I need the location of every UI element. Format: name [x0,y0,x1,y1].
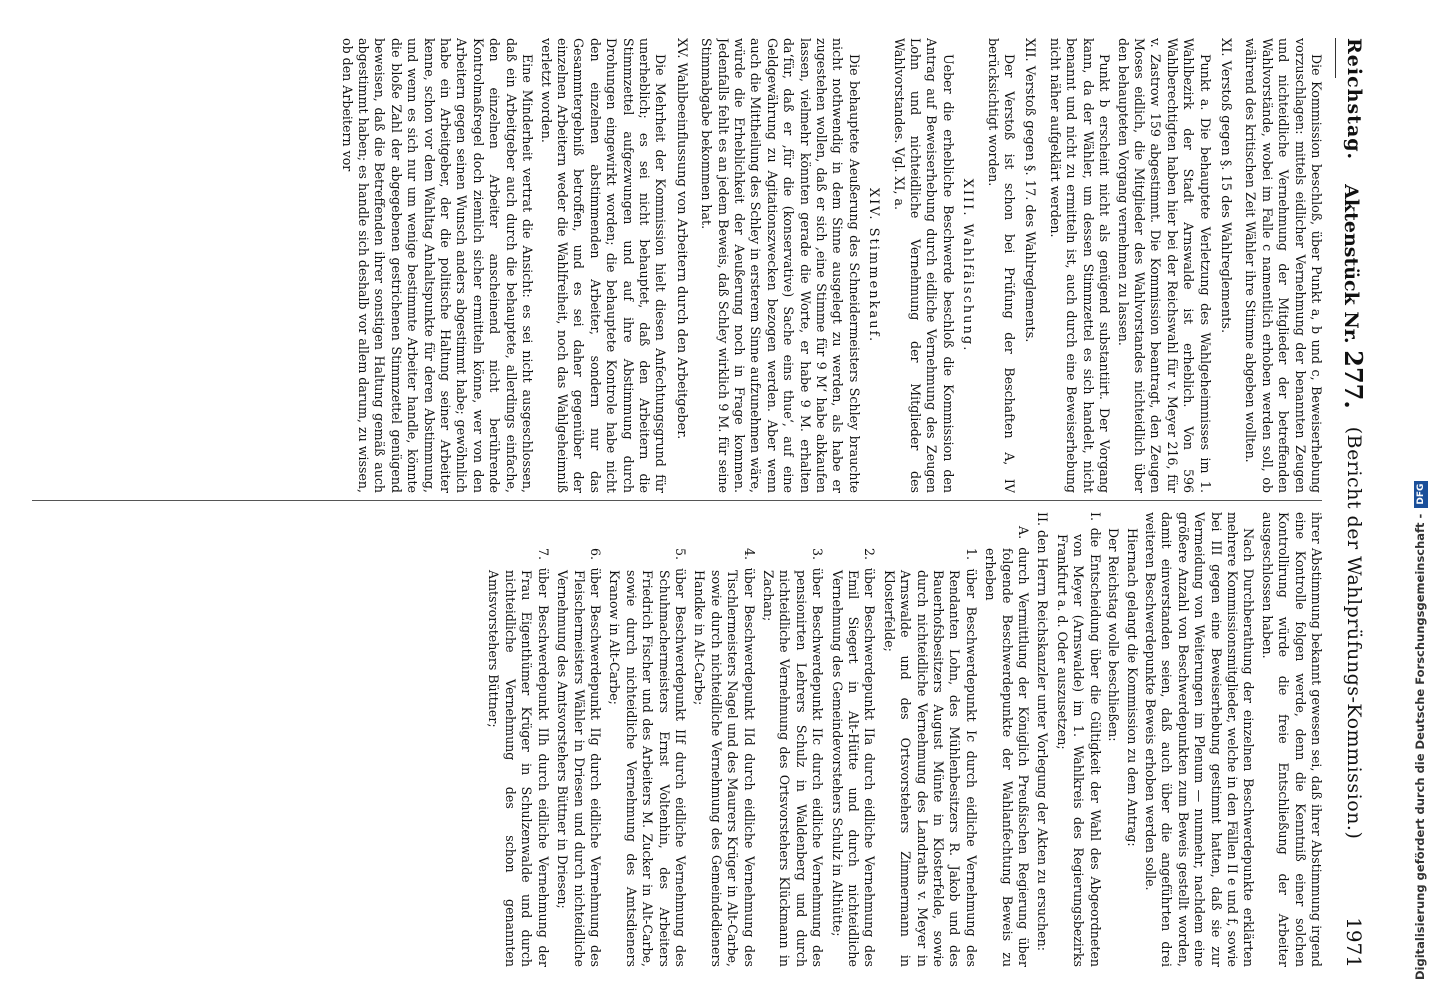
paragraph: ihrer Abstimmung bekannt gewesen sei, daß ihrer Abstimmung irgend eine Kontrolle folgen werde, denn die Kenntniß einer solchen Kontrollirung würde die freie Entschließung der Arbeiter ausgeschlossen haben. [1259,512,1324,967]
digitization-credit [1408,0,1432,1000]
list-item: I. die Entscheidung über die Gültigkeit der Wahl des Abgeordneten von Meyer (Arnswalde) im 1. Wahlkreis des Regierungsbezirks Frankfurt a. d. Oder auszusetzen; [1054,512,1103,967]
list-item: 4. über Beschwerdepunkt IId durch eidliche Vernehmung des Tischlermeisters Nagel und des Maurers Krüger in Alt-Carbe, sowie durch nichteidliche Vernehmung des Gemeindedieners Handke in Alt-Carbe; [692,548,757,967]
paragraph: Die Mehrheit der Kommission hielt diesen Anfechtungsgrund für unerheblich; es sei nicht behauptet, daß den Arbeitern die Stimmzettel aufgezwungen und auf ihre Abstimmung durch Drohungen eingewirkt worden; die behauptete Kontrole habe nicht den einzelnen abstimmenden Arbeiter, sondern nur das Gesammtergebniß betroffen, und es sei daher gegenüber der einzelnen Arbeitern weder die Wahlfreiheit, noch das Wahlgeheimniß verletzt worden. [538,38,669,493]
section-heading-xiv: XIV. Stimmenkauf. [866,187,882,344]
list-item: 2. über Beschwerdepunkt IIa durch eidliche Vernehmung des Emil Siegert in Alt-Hütte und durch nichteidliche Vernehmung des Gemeindevorstehers Schulz in Althütte; [829,548,878,967]
paragraph: Punkt b erscheint nicht als genügend substantiirt. Der Vorgang kann, da der Wähler, um dessen Stimmzettel es sich handelt, nicht benannt und nicht zu ermitteln ist, auch durch eine Beweiserhebung nicht näher aufgeklärt werden. [1047,38,1113,493]
list-item: 1. über Beschwerdepunkt Ic durch eidliche Vernehmung des Rendanten Lohn, des Mühlenbesitzers R. Jakob und des Bauerhofsbesitzers August Münte in Klosterfelde, sowie durch nichteidliche Vernehmung des Landraths v. Meyer in Arnswalde und des Ortsvorstehers Zimmermann in Klosterfelde; [881,548,979,967]
credit-text: Digitalisierung gefördert durch die Deutsche Forschungsgemeinschaft - [1413,513,1427,980]
paragraph: Eine Minderheit vertrat die Ansicht: es sei nicht ausgeschlossen, daß ein Arbeitgeber auch durch die behauptete, allerdings einfache, den einzelnen Arbeiter anscheinend nicht berührende Kontrolmaßregel doch ziemlich sicher ermitteln könne, wer von den Arbeitern gegen seinen Wunsch anders abgestimmt habe; gewöhnlich habe ein Arbeitgeber, der die politische Haltung seiner Arbeiter kenne, schon vor dem Wahltag Anhaltspunkte für deren Abstimmung, und wenn es sich nur um wenige bestimmte Arbeiter handle, könnte die bloße Zahl der abgegebenen gestrichenen Stimmzettel genügend beweisen, daß die Betreffenden ihrer sonstigen Haltung gemäß auch abgestimmt haben; es handle sich deshalb vor allem darum, zu wissen, ob den Arbeitern vor [339,38,536,493]
list-item: 3. über Beschwerdepunkt IIc durch eidliche Vernehmung des pensionirten Lehrers Schulz in Waldenberg und durch nichteidliche Vernehmung des Ortsvorstehers Klückmann in Zachan; [761,548,826,967]
paragraph: Ueber die erhebliche Beschwerde beschloß die Kommission den Antrag auf Beweiserhebung durch eidliche Vernehmung des Zeugen Lohn und nichteidliche Vernehmung der Mitglieder des Wahlvorstandes. Vgl. XI, a. [891,38,956,493]
header-rule [1335,38,1336,78]
right-column [24,512,1324,967]
credit-text-wrapper [1408,10,1432,980]
paragraph: Der Verstoß ist schon bei Prüfung der Beschaften A, IV berücksichtigt worden. [985,38,1018,493]
paragraph: Die Kommission beschloß, über Punkt a, b und c, Beweiserhebung vorzuschlagen: mittels eidlicher Vernehmung der benannten Zeugen und nichteidliche Vernehmung der Mitglieder der betreffenden Wahlvorstände, wobei im Falle c namentlich erhoben werden soll, ob während des kritischen Zeit Wähler ihre Stimme abgeben wollten. [1243,38,1324,493]
header-aktenstueck-label: Aktenstück Nr. [1340,184,1363,344]
section-heading-xv: XV. Wahlbeeinflussung von Arbeitern durch den Arbeitgeber. [673,38,689,440]
list-item: 5. über Beschwerdepunkt IIf durch eidliche Vernehmung des Schuhmachermeisters Ernst Voltenhin, des Arbeiters Friedrich Fischer und des Arbeiters M. Zucker in Alt-Carbe, sowie durch nichteidliche Vernehmung des Amtsdieners Kranow in Alt-Carbe; [607,548,688,967]
header-number: 277. [1339,350,1369,409]
left-column [24,38,1324,493]
list-item: A. durch Vermittlung der Königlich Preußischen Regierung über folgende Beschwerdepunkte der Wahlanfechtung Beweis zu erheben [983,526,1032,967]
dfg-logo: DFG [1414,481,1428,508]
section-heading-xiii: XIII. Wahlfälschung. [960,178,976,353]
section-heading-xii: XII. Verstoß gegen §. 17. des Wahlreglements. [1022,38,1038,343]
paragraph: Nach Durchberathung der einzelnen Beschwerdepunkte erklärten mehrere Kommissionsmitglieder, welche in den Fällen II e und f, sowie bei III gegen eine Beweiserhebung gestimmt hatten, daß sie zur Vermeidung von Weiterungen im Plenum — nunmehr, nachdem eine größere Anzahl von Beschwerdepunkten zum Beweis gestellt worden, damit einverstanden seien, daß auch über die angeführten drei weiteren Beschwerdepunkte Beweis erhoben werden solle. [1142,512,1257,967]
header-reichstag: Reichstag. [1343,38,1365,161]
list-item: 6. über Beschwerdepunkt IIg durch eidliche Vernehmung des Fleischermeisters Wähler in Driesen und durch nichteidliche Vernehmung des Amtsvorstehers Büttner in Driesen; [555,548,603,967]
paragraph: Der Reichstag wolle beschließen: [1106,528,1122,742]
list-item: 7. über Beschwerdepunkt IIh durch eidliche Vernehmung der Frau Eigenthümer Krüger in Schulzenwalde und durch nichteidliche Vernehmung des schon genannten Amtsvorstehers Büttner; [486,548,551,967]
paragraph: Die behauptete Aeußerung des Schneidermeisters Schley brauchte nicht nothwendig in dem Sinne ausgelegt zu werden, als habe er zugestehen wollen, daß er sich ‚eine Stimme für 9 M‘ habe abkaufen lassen, vielmehr könnten gerade die Worte, er habe 9 M. erhalten da‘für, daß er ‚für die (konservative) Sache eins thue‘, auf eine Geldgewährung zu Agitationszwecken bezogen werden. Aber wenn auch die Mittheilung des Schley in ersterem Sinne aufzunehmen wäre, würde die Erheblichkeit der Aeußerung noch in Frage kommen. Jedenfalls fehlt es an jedem Beweis, daß Schley wirklich 9 M. für seine Stimmabgabe bekommen hat. [699,38,862,493]
paragraph: Hiernach gelangt die Kommission zu dem Antrag: [1124,528,1140,847]
page-header [1334,38,1374,968]
paragraph: Punkt a. Die behauptete Verletzung des Wahlgeheimnisses im 1. Wahlbezirk der Stadt Arnswalde ist erheblich. Von 596 Wahlberechtigten haben hier bei der Reichswahl für v. Meyer 216, für v. Zastrow 159 abgestimmt. Die Kommission beantragt, den Zeugen Moses eidlich, die Mitglieder des Wahlvorstandes nichteidlich über den behaupteten Vorgang vernehmen zu lassen. [1115,38,1213,493]
column-divider [32,500,1322,501]
section-heading-xi: XI. Verstoß gegen §. 15 des Wahlreglements. [1217,38,1233,334]
header-report-title: (Bericht der Wahlprüfungs-Kommission.) [1343,426,1365,840]
list-item: II. den Herrn Reichskanzler unter Vorlegung der Akten zu ersuchen: [1035,512,1051,951]
header-aktenstueck [1340,184,1369,409]
page-number: 1971 [1342,917,1366,968]
